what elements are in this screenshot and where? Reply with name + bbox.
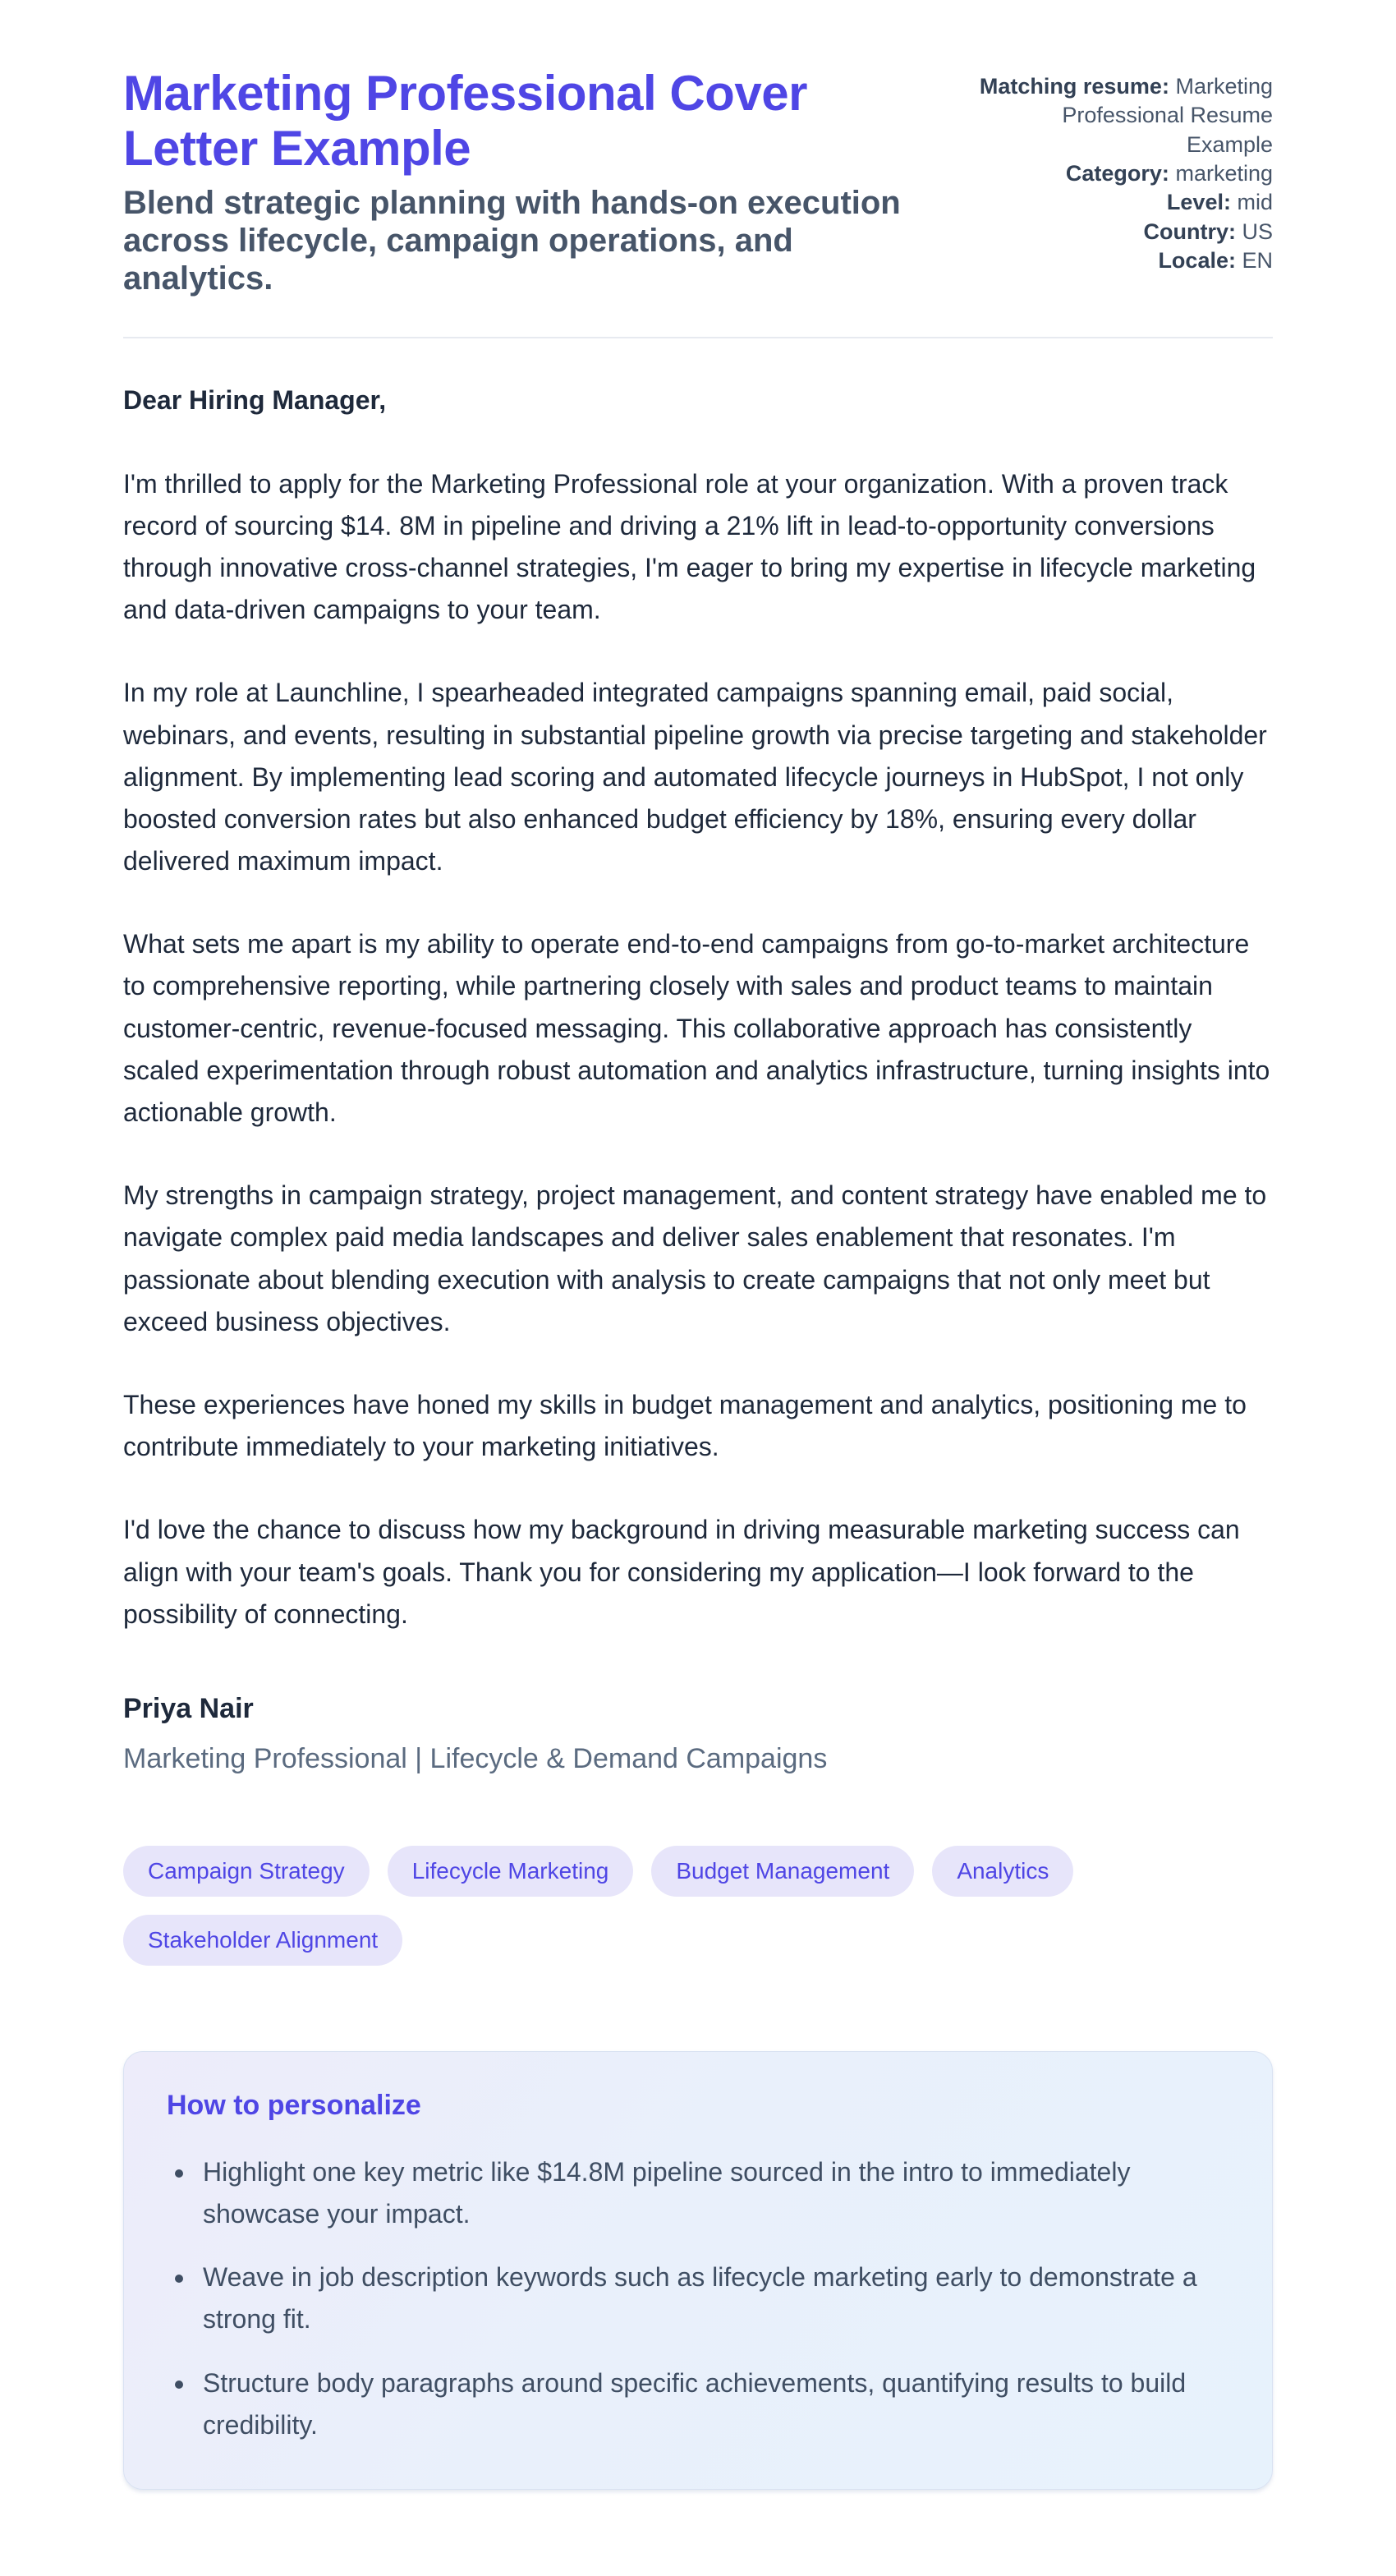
page-header xyxy=(123,66,1273,297)
letter-paragraph: I'm thrilled to apply for the Marketing Professional role at your organization. With a proven track record of sourcing $14. 8M in pipeline and driving a 21% lift in lead-to-opportunity conversions through innovative cross-channel strategies, I'm eager to bring my expertise in lifecycle marketing and data-driven campaigns to your team. xyxy=(123,468,1256,625)
matching-resume-label: Matching resume: xyxy=(979,74,1169,99)
skill-tag: Campaign Strategy xyxy=(123,1846,370,1897)
resume-meta xyxy=(976,66,1273,297)
letter-greeting: Dear Hiring Manager, xyxy=(123,385,387,416)
signature-role: Marketing Professional | Lifecycle & Demand Campaigns xyxy=(123,1742,828,1774)
how-to-personalize-card xyxy=(123,2051,1273,2490)
tip-item: • Highlight one key metric like $14.8M pipeline sourced in the intro to immediately showcase your impact. xyxy=(196,2151,1229,2235)
signature-name: Priya Nair xyxy=(123,1692,254,1724)
skill-tag: Analytics xyxy=(932,1846,1073,1897)
page-subtitle: Blend strategic planning with hands-on execution across lifecycle, campaign operations, and analytics. xyxy=(123,185,901,297)
locale-row xyxy=(976,246,1273,275)
header-title-block xyxy=(123,66,943,297)
country-value: US xyxy=(1242,218,1273,244)
matching-resume-row xyxy=(976,72,1273,159)
skill-tag: Stakeholder Alignment xyxy=(123,1915,402,1966)
skill-tags xyxy=(123,1846,1273,1966)
locale-label: Locale: xyxy=(1158,248,1236,274)
category-label: Category: xyxy=(1065,161,1169,186)
matching-resume-value: Marketing Professional Resume Example xyxy=(1062,74,1273,157)
personalize-tips-list xyxy=(167,2151,1229,2446)
tip-item: • Structure body paragraphs around specific achievements, quantifying results to build credibility. xyxy=(196,2362,1229,2446)
country-row xyxy=(976,218,1273,246)
level-label: Level: xyxy=(1166,190,1231,215)
tip-item: • Weave in job description keywords such as lifecycle marketing early to demonstrate a strong fit. xyxy=(196,2256,1229,2340)
level-value: mid xyxy=(1237,190,1273,215)
letter-paragraph: What sets me apart is my ability to operate end-to-end campaigns from go-to-market architecture to comprehensive reporting, while partnering closely with sales and product teams to maintain customer-centric, revenue-focused messaging. This collaborative approach has consistently scaled experimentation through robust automation and analytics infrastructure, turning insights into actionable growth. xyxy=(123,929,1270,1127)
card-title: How to personalize xyxy=(167,2089,421,2121)
country-label: Country: xyxy=(1143,218,1236,244)
letter-paragraph: In my role at Launchline, I spearheaded integrated campaigns spanning email, paid social, webinars, and events, resulting in substantial pipeline growth via precise targeting and stakeholder alignment. By implementing lead scoring and automated lifecycle journeys in HubSpot, I not only boosted conversion rates but also enhanced budget efficiency by 18%, ensuring every dollar delivered maximum impact. xyxy=(123,678,1267,876)
letter-paragraph: I'd love the chance to discuss how my background in driving measurable marketing success can align with your team's goals. Thank you for considering my application—I look forward to the possibility of connecting. xyxy=(123,1515,1240,1629)
category-row xyxy=(976,159,1273,188)
skill-tag: Budget Management xyxy=(651,1846,914,1897)
locale-value: EN xyxy=(1242,248,1273,274)
letter-paragraph: My strengths in campaign strategy, project management, and content strategy have enabled me to navigate complex paid media landscapes and deliver sales enablement that resonates. I'm passionate about blending execution with analysis to create campaigns that not only meet but exceed business objectives. xyxy=(123,1180,1267,1336)
level-row xyxy=(976,188,1273,217)
letter-body xyxy=(123,380,1273,1775)
page-title: Marketing Professional Cover Letter Example xyxy=(123,66,807,177)
skill-tag: Lifecycle Marketing xyxy=(388,1846,634,1897)
letter-paragraph: These experiences have honed my skills in budget management and analytics, positioning me to contribute immediately to your marketing initiatives. xyxy=(123,1389,1247,1462)
category-value: marketing xyxy=(1175,161,1273,186)
header-divider xyxy=(123,337,1273,338)
